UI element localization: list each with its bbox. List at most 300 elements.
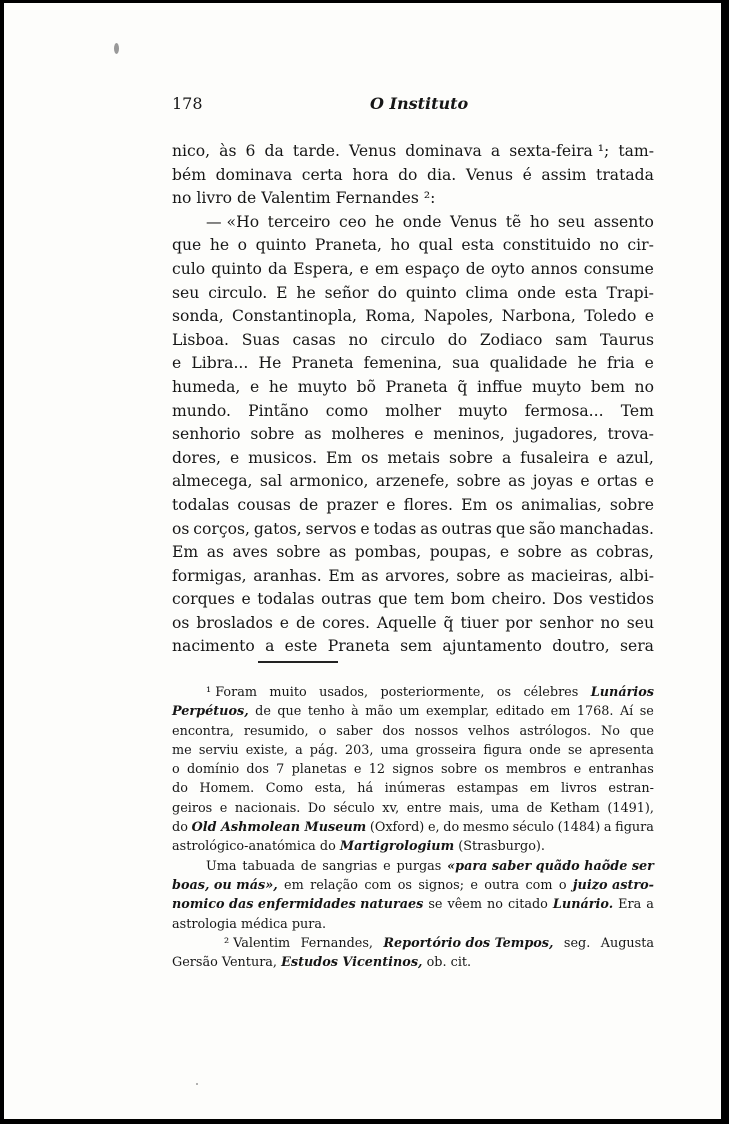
word: da [267,259,288,278]
word: uma [491,800,520,816]
word: o [172,762,180,778]
word: Venus [450,212,498,231]
word: femenina, [363,354,442,373]
text-line [172,541,654,565]
word: e [598,448,608,467]
text-line [172,588,654,612]
word: usados, [319,685,369,700]
word: inffue [476,377,523,396]
text-line [172,565,654,589]
word: bem [590,377,625,396]
word: com [364,877,392,893]
word: a [490,142,501,160]
word: constituido [502,236,591,255]
word: (1484) [557,820,601,836]
footnote-line [172,953,654,972]
word: todas [373,519,417,538]
word: inúmeras [384,781,446,797]
footnote-line [172,702,654,721]
word: culo [172,259,206,278]
word: que [495,519,526,538]
word: quinto [211,259,262,278]
word: é [522,165,532,184]
word: no [600,613,620,632]
word: joyas [532,472,574,491]
word: Praneta, [314,236,382,255]
word: (1491), [607,800,654,816]
word: entre [406,800,442,816]
word: do [377,283,397,302]
word: Tem [620,401,654,420]
word: terceiro [267,212,331,231]
word: Em [172,543,199,562]
word: humeda, [172,377,241,396]
word: sobre [276,543,321,562]
word: Em [461,495,488,514]
word: signos [392,762,434,778]
footnote-line [172,741,654,760]
word: metais [387,448,440,467]
text-line [172,352,654,376]
word: Venus [465,165,513,184]
word: e [414,425,424,444]
word: «para saber quãdo haõde ser [447,858,654,874]
word: he [268,377,289,396]
word: planetas [291,762,347,778]
word: membros [505,762,567,778]
word: almecega, [172,472,253,491]
word: Perpétuos, [172,704,249,720]
word: dia. [427,165,457,184]
word: Reportório dos Tempos, [383,935,554,951]
word: armonico, [289,472,369,491]
text-line [172,423,654,447]
word: os [495,495,513,514]
word: seu [172,283,200,302]
word: 203, [344,742,374,758]
word: onde [529,742,561,758]
word: as [508,472,526,491]
word: hora [352,165,389,184]
word: mão [365,704,393,720]
word: assim [541,165,587,184]
word: tẽ [505,212,522,231]
word: corques [172,590,235,609]
word: outra [484,877,520,893]
word: todalas [257,590,315,609]
word: que [629,723,654,739]
word: Pintãno [248,401,309,420]
word: há [357,781,374,797]
text-line [172,400,654,424]
word: animalias, [521,495,602,514]
word: Estudos Vicentinos, [281,955,423,971]
word: tabuada [242,858,295,874]
word: cheiro. [491,590,547,609]
text-line [172,635,654,659]
word: Valentim [261,189,331,208]
word: tenho [307,704,345,720]
word: pombas, [354,543,422,562]
word: século [333,800,375,816]
word: as [304,425,322,444]
word: juizo astro- [572,877,654,893]
word: quinto [405,283,457,302]
word: Gersão [172,955,218,971]
word: casas [292,330,336,349]
word: de [255,704,271,720]
word: do [443,820,460,836]
word: Em [325,448,353,467]
word: sonda, [172,307,224,326]
text-line [172,234,654,258]
word: dos [246,762,269,778]
word: meninos, [433,425,505,444]
word: Trapi- [606,283,654,302]
word: — «Ho [206,212,260,231]
word: cit. [450,955,472,971]
word: E [276,283,288,302]
word: poupas, [429,543,492,562]
word: aranhas. [253,566,322,585]
word: ortas [596,472,638,491]
word: tiuer [460,613,499,632]
text-line [172,140,654,164]
word: em [374,259,399,278]
word: no [348,330,368,349]
word: Espera, [293,259,354,278]
word: he [577,354,597,373]
word: e [172,354,182,373]
word: o [558,877,567,893]
word: consume [583,259,654,278]
word: de [465,259,485,278]
word: pura. [291,916,327,932]
word: todalas [172,495,230,514]
word: ² Valentim [224,935,291,951]
word: bom [450,590,486,609]
word: os [361,448,379,467]
word: à [351,704,359,720]
word: ajuntamento [442,637,542,656]
word: astrológico-anatómica [172,839,316,855]
text-line [172,494,654,518]
word: ceo [339,212,367,231]
word: onde [402,212,442,231]
word: por [505,613,533,632]
word: um [399,704,420,720]
word: em [550,704,571,720]
page-header [172,94,654,116]
word: este [284,637,318,656]
word: sera [619,637,654,656]
word: trova- [607,425,654,444]
word: do [447,330,468,349]
word: seu [557,212,586,231]
text-line [172,282,654,306]
word: e [219,800,228,816]
word: encontra, [172,723,234,739]
word: sal [259,472,283,491]
word: Lunários [590,685,654,700]
footnote-line [172,722,654,741]
word: molher [385,401,442,420]
word: Taurus [599,330,654,349]
word: existe, [245,742,288,758]
word: exemplar, [426,704,490,720]
word: entranhas [588,762,654,778]
word: Era [618,897,642,913]
word: Do [307,800,326,816]
word: e [386,495,396,514]
word: No [601,723,620,739]
word: broslados [196,613,273,632]
word: he [374,212,395,231]
word: de [300,858,317,874]
text-line [172,376,654,400]
word: sobre [448,448,493,467]
word: figura [615,820,654,836]
word: Em [328,566,355,585]
footnotes [172,683,654,972]
word: domínio [186,762,240,778]
running-title: O Instituto [370,94,469,113]
word: e [359,259,369,278]
word: fria [606,354,635,373]
page-number: 178 [172,94,203,113]
word: muyto [531,377,582,396]
word: He [258,354,282,373]
word: nossos [414,723,459,739]
word: e [229,448,240,467]
word: esta [461,236,495,255]
word: Napoles, [423,307,494,326]
word: Homem. [199,781,255,797]
word: senhorio [172,425,241,444]
footnote-line [172,779,654,798]
word: tem [414,590,445,609]
word: Narbona, [501,307,576,326]
word: figura [483,742,523,758]
word: de [526,800,543,816]
word: como [325,401,369,420]
word: resumido, [243,723,309,739]
word: de [299,495,319,514]
word: velhos [468,723,510,739]
word: circulo [380,330,435,349]
word: azul, [616,448,654,467]
word: e [241,590,251,609]
word: 1768. [576,704,614,720]
word: tarde. [292,142,340,160]
page-speck [196,1083,198,1085]
word: sexta-feira ¹; [509,142,610,160]
word: ob. [426,955,447,971]
word: Ketham [549,800,600,816]
word: Como [265,781,304,797]
word: esta, [314,781,346,797]
word: as [328,543,347,562]
footnote-line [172,760,654,779]
word: as [361,566,379,585]
word: Suas [241,330,280,349]
word: formigas, [172,566,247,585]
word: certa [301,165,343,184]
text-line [172,518,654,542]
word: posteriormente, [380,685,485,700]
word: do [172,820,188,836]
word: Fernandes ²: [335,189,436,208]
page-speck [114,43,119,54]
word: vêem [447,897,482,913]
word: a [501,448,512,467]
word: muito [269,685,307,700]
word: e [353,762,362,778]
word: e [499,543,510,562]
text-line [172,164,654,188]
word: signos; [418,877,465,893]
word: Aí [619,704,634,720]
word: Aquelle [376,613,437,632]
word: da [264,142,284,160]
word: assento [593,212,654,231]
word: sua [452,354,480,373]
word: uma [380,742,409,758]
word: livros [561,781,597,797]
word: a [646,897,654,913]
word: Dos [552,590,583,609]
word: dominava [405,142,482,160]
word: Roma, [365,307,416,326]
word: dos [382,723,405,739]
word: me [172,742,192,758]
word: tratada [596,165,654,184]
word: astrólogos. [519,723,592,739]
word: estran- [608,781,654,797]
word: de [237,189,257,208]
word: e [360,519,370,538]
word: Toledo [584,307,637,326]
word: do [319,839,336,855]
word: se [639,704,654,720]
word: livro [196,189,233,208]
word: mais, [448,800,484,816]
word: e [383,858,391,874]
word: flores. [403,495,454,514]
word: estampas [456,781,519,797]
word: sobre [517,543,562,562]
word: sangrias [322,858,378,874]
word: annos [530,259,578,278]
word: às [219,142,237,160]
word: se [567,742,583,758]
word: boas, ou más», [172,877,278,893]
word: são [528,519,556,538]
word: Venus [349,142,397,160]
word: (Strasburgo). [458,839,545,855]
word: muyto [458,401,508,420]
word: he [209,236,230,255]
word: se [428,897,443,913]
footnote-line [172,683,654,702]
text-line [172,305,654,329]
word: que [172,236,202,255]
word: sobre [609,495,654,514]
word: oyto [490,259,525,278]
word: mesmo [462,820,509,836]
word: Lunário. [552,897,614,913]
word: jugadores, [514,425,598,444]
footnote-rule [258,661,338,663]
word: molheres [331,425,405,444]
word: saber [336,723,373,739]
word: bõ [356,377,377,396]
word: citado [507,897,548,913]
word: aves [232,543,268,562]
word: mundo. [172,401,231,420]
word: de [295,613,316,632]
word: doutro, [552,637,610,656]
word: sobre [250,425,295,444]
text-line [172,258,654,282]
word: em [284,877,304,893]
word: Ventura, [221,955,278,971]
word: señor [324,283,369,302]
word: onde [517,283,556,302]
word: nacionais. [234,800,301,816]
word: Fernandes, [300,935,373,951]
word: e [580,472,590,491]
word: as [570,543,588,562]
footnote-line [172,876,654,895]
word: grosseira [415,742,477,758]
word: as [206,543,224,562]
word: Uma [206,858,237,874]
text-line [172,470,654,494]
word: sem [400,637,433,656]
word: Praneta [291,354,354,373]
word: cores. [322,613,370,632]
word: vestidos [589,590,654,609]
word: no [599,236,619,255]
word: outras [441,519,492,538]
word: tam- [618,142,654,160]
word: Lisboa. [172,330,229,349]
word: Constantinopla, [232,307,357,326]
word: no [172,189,192,208]
word: dores, [172,448,222,467]
word: apresenta [589,742,654,758]
word: circulo. [208,283,268,302]
word: clima [465,283,509,302]
word: e [279,613,290,632]
word: 7 [276,762,285,778]
word: os [397,877,412,893]
word: e [644,354,654,373]
word: seu [626,613,654,632]
word: outras [321,590,372,609]
word: he [296,283,316,302]
word: Old Ashmolean Museum [191,820,367,836]
word: a [265,637,275,656]
word: os [172,519,190,538]
word: gatos, [253,519,302,538]
word: nacimento [172,637,255,656]
word: geiros [172,800,213,816]
word: e [644,472,654,491]
word: em [529,781,550,797]
word: cousas [237,495,291,514]
